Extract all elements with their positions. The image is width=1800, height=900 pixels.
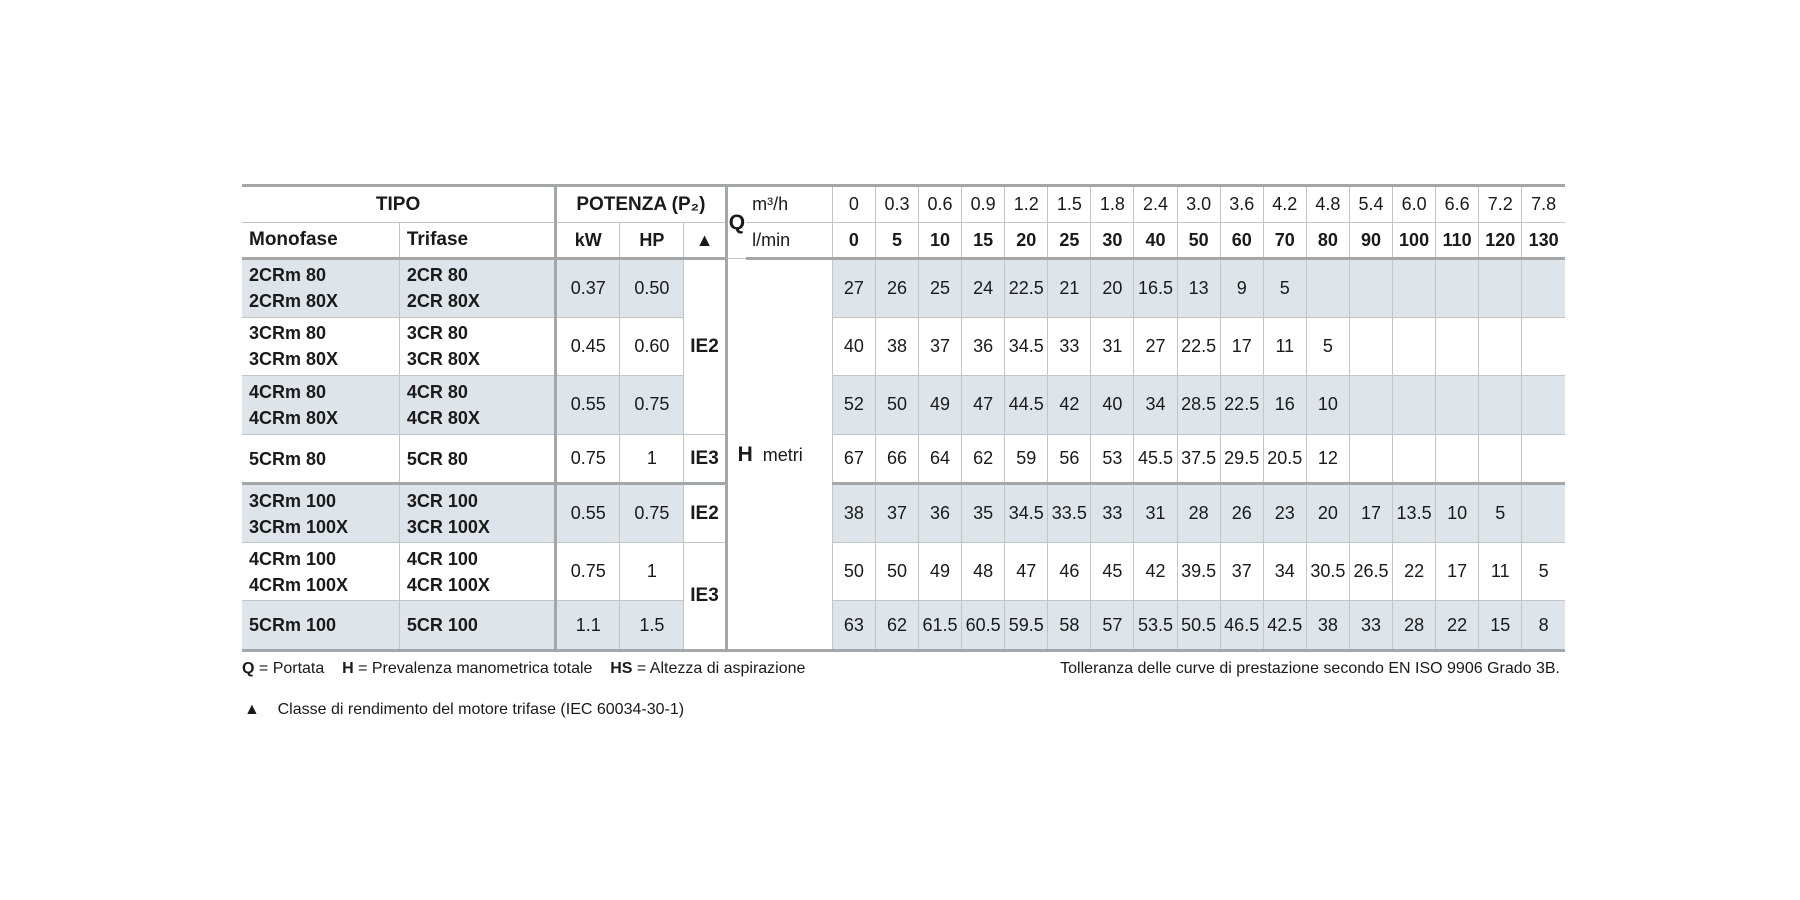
head-value: 40 xyxy=(1091,376,1134,435)
head-value: 17 xyxy=(1349,484,1392,543)
legend-h-key: H xyxy=(342,660,354,677)
head-value xyxy=(1522,434,1565,484)
head-value: 57 xyxy=(1091,601,1134,651)
flow-lmin-cell: 130 xyxy=(1522,223,1565,259)
head-value xyxy=(1522,376,1565,435)
monofase-model: 4CRm 80 4CRm 80X xyxy=(242,376,399,435)
flow-lmin-cell: 40 xyxy=(1134,223,1177,259)
head-value: 40 xyxy=(832,317,875,376)
head-value: 28 xyxy=(1177,484,1220,543)
flow-m3h-cell: 4.8 xyxy=(1306,186,1349,223)
head-value xyxy=(1349,317,1392,376)
flow-lmin-cell: 80 xyxy=(1306,223,1349,259)
head-value: 34.5 xyxy=(1005,317,1048,376)
flow-lmin-cell: 50 xyxy=(1177,223,1220,259)
head-value xyxy=(1436,434,1479,484)
head-value: 26 xyxy=(875,259,918,318)
flow-m3h-cell: 3.6 xyxy=(1220,186,1263,223)
head-value: 29.5 xyxy=(1220,434,1263,484)
flow-lmin-cell: 10 xyxy=(919,223,962,259)
potenza-header: POTENZA (P₂) xyxy=(556,186,726,223)
head-value: 15 xyxy=(1479,601,1522,651)
legend-hs-text: = Altezza di aspirazione xyxy=(632,660,806,677)
head-value xyxy=(1479,317,1522,376)
head-value xyxy=(1393,434,1436,484)
head-value: 33.5 xyxy=(1048,484,1091,543)
head-value: 50.5 xyxy=(1177,601,1220,651)
flow-lmin-cell: 20 xyxy=(1005,223,1048,259)
monofase-model: 3CRm 80 3CRm 80X xyxy=(242,317,399,376)
trifase-model: 3CR 80 3CR 80X xyxy=(399,317,555,376)
monofase-model: 5CRm 100 xyxy=(242,601,399,651)
head-value xyxy=(1479,376,1522,435)
head-value: 20 xyxy=(1306,484,1349,543)
head-value: 63 xyxy=(832,601,875,651)
flow-m3h-cell: 0.6 xyxy=(919,186,962,223)
triangle-icon: ▲ xyxy=(244,701,260,718)
head-value: 34.5 xyxy=(1005,484,1048,543)
head-value: 5 xyxy=(1263,259,1306,318)
head-value: 9 xyxy=(1220,259,1263,318)
hp-value: 1 xyxy=(620,542,684,601)
head-value: 50 xyxy=(875,376,918,435)
flow-lmin-cell: 120 xyxy=(1479,223,1522,259)
head-value: 5 xyxy=(1306,317,1349,376)
flow-m3h-cell: 6.6 xyxy=(1436,186,1479,223)
kw-value: 0.55 xyxy=(556,376,620,435)
head-value xyxy=(1349,259,1392,318)
performance-table xyxy=(242,184,1565,652)
hp-value: 0.75 xyxy=(620,376,684,435)
flow-m3h-cell: 5.4 xyxy=(1349,186,1392,223)
head-value xyxy=(1393,259,1436,318)
head-value: 5 xyxy=(1479,484,1522,543)
hp-value: 1.5 xyxy=(620,601,684,651)
table-row xyxy=(242,259,1565,318)
head-value: 11 xyxy=(1479,542,1522,601)
table-row xyxy=(242,484,1565,543)
head-value: 37 xyxy=(1220,542,1263,601)
head-value: 28 xyxy=(1393,601,1436,651)
efficiency-class: IE2 xyxy=(684,484,726,543)
header-row-1 xyxy=(242,186,1565,223)
q-unit-m3h: m³/h xyxy=(746,186,832,223)
head-value: 38 xyxy=(832,484,875,543)
head-value: 53 xyxy=(1091,434,1134,484)
flow-lmin-cell: 60 xyxy=(1220,223,1263,259)
flow-lmin-cell: 30 xyxy=(1091,223,1134,259)
legend-q-key: Q xyxy=(242,660,255,677)
head-value: 37 xyxy=(919,317,962,376)
table-row xyxy=(242,601,1565,651)
tolerance-note: Tolleranza delle curve di prestazione secondo EN ISO 9906 Grado 3B. xyxy=(1060,660,1560,677)
head-value: 28.5 xyxy=(1177,376,1220,435)
flow-m3h-cell: 0.9 xyxy=(962,186,1005,223)
head-value: 62 xyxy=(962,434,1005,484)
head-value: 22.5 xyxy=(1005,259,1048,318)
flow-m3h-cell: 7.8 xyxy=(1522,186,1565,223)
monofase-header: Monofase xyxy=(242,223,399,259)
hp-value: 0.60 xyxy=(620,317,684,376)
head-value: 42 xyxy=(1048,376,1091,435)
head-value xyxy=(1393,317,1436,376)
head-value: 10 xyxy=(1436,484,1479,543)
trifase-model: 3CR 100 3CR 100X xyxy=(399,484,555,543)
head-value: 60.5 xyxy=(962,601,1005,651)
head-value xyxy=(1306,259,1349,318)
kw-value: 0.37 xyxy=(556,259,620,318)
head-value: 13 xyxy=(1177,259,1220,318)
head-value: 47 xyxy=(962,376,1005,435)
efficiency-class: IE3 xyxy=(684,434,726,484)
head-value: 37 xyxy=(875,484,918,543)
head-value: 42 xyxy=(1134,542,1177,601)
head-value: 22 xyxy=(1436,601,1479,651)
head-value xyxy=(1479,259,1522,318)
head-value: 49 xyxy=(919,542,962,601)
trifase-model: 5CR 100 xyxy=(399,601,555,651)
head-value: 13.5 xyxy=(1393,484,1436,543)
flow-m3h-cell: 1.5 xyxy=(1048,186,1091,223)
head-value: 45 xyxy=(1091,542,1134,601)
head-value: 12 xyxy=(1306,434,1349,484)
head-value: 8 xyxy=(1522,601,1565,651)
head-value xyxy=(1436,317,1479,376)
head-value: 66 xyxy=(875,434,918,484)
head-value: 47 xyxy=(1005,542,1048,601)
efficiency-class: IE3 xyxy=(684,542,726,650)
monofase-model: 3CRm 100 3CRm 100X xyxy=(242,484,399,543)
hp-value: 0.50 xyxy=(620,259,684,318)
head-value: 22 xyxy=(1393,542,1436,601)
legend-q-text: = Portata xyxy=(254,660,325,677)
head-value: 59 xyxy=(1005,434,1048,484)
head-value: 50 xyxy=(875,542,918,601)
flow-m3h-cell: 2.4 xyxy=(1134,186,1177,223)
head-value: 49 xyxy=(919,376,962,435)
head-value: 27 xyxy=(832,259,875,318)
head-value xyxy=(1522,484,1565,543)
motor-class-text: Classe di rendimento del motore trifase (IEC 60034-30-1) xyxy=(277,701,685,718)
flow-m3h-cell: 3.0 xyxy=(1177,186,1220,223)
flow-lmin-cell: 25 xyxy=(1048,223,1091,259)
kw-value: 0.45 xyxy=(556,317,620,376)
head-value: 42.5 xyxy=(1263,601,1306,651)
flow-lmin-cell: 0 xyxy=(832,223,875,259)
monofase-model: 4CRm 100 4CRm 100X xyxy=(242,542,399,601)
head-value: 5 xyxy=(1522,542,1565,601)
flow-lmin-cell: 70 xyxy=(1263,223,1306,259)
head-value xyxy=(1522,317,1565,376)
head-value xyxy=(1436,376,1479,435)
head-value: 25 xyxy=(919,259,962,318)
legend-h-text: = Prevalenza manometrica totale xyxy=(353,660,593,677)
kw-value: 0.75 xyxy=(556,542,620,601)
head-value: 61.5 xyxy=(919,601,962,651)
head-value: 45.5 xyxy=(1134,434,1177,484)
head-value: 67 xyxy=(832,434,875,484)
head-label: H metri xyxy=(726,259,832,651)
head-value: 46.5 xyxy=(1220,601,1263,651)
head-value: 50 xyxy=(832,542,875,601)
tipo-header: TIPO xyxy=(242,186,556,223)
kw-header: kW xyxy=(556,223,620,259)
head-value: 26 xyxy=(1220,484,1263,543)
head-value: 11 xyxy=(1263,317,1306,376)
head-value: 17 xyxy=(1220,317,1263,376)
head-value: 39.5 xyxy=(1177,542,1220,601)
motor-class-note xyxy=(244,701,684,719)
head-value: 48 xyxy=(962,542,1005,601)
head-value: 64 xyxy=(919,434,962,484)
head-value: 44.5 xyxy=(1005,376,1048,435)
head-value: 34 xyxy=(1134,376,1177,435)
header-row-2 xyxy=(242,223,1565,259)
head-value xyxy=(1349,434,1392,484)
head-value: 22.5 xyxy=(1220,376,1263,435)
head-value: 38 xyxy=(1306,601,1349,651)
head-value: 31 xyxy=(1091,317,1134,376)
head-value: 59.5 xyxy=(1005,601,1048,651)
head-value: 20 xyxy=(1091,259,1134,318)
flow-m3h-cell: 1.8 xyxy=(1091,186,1134,223)
table-row xyxy=(242,542,1565,601)
head-value: 58 xyxy=(1048,601,1091,651)
head-value: 52 xyxy=(832,376,875,435)
head-value: 38 xyxy=(875,317,918,376)
head-value: 10 xyxy=(1306,376,1349,435)
flow-m3h-cell: 6.0 xyxy=(1393,186,1436,223)
trifase-model: 4CR 100 4CR 100X xyxy=(399,542,555,601)
kw-value: 0.55 xyxy=(556,484,620,543)
head-value: 36 xyxy=(962,317,1005,376)
head-value: 27 xyxy=(1134,317,1177,376)
head-value xyxy=(1436,259,1479,318)
head-value: 53.5 xyxy=(1134,601,1177,651)
head-value: 33 xyxy=(1091,484,1134,543)
head-value: 26.5 xyxy=(1349,542,1392,601)
head-value: 22.5 xyxy=(1177,317,1220,376)
flow-lmin-cell: 90 xyxy=(1349,223,1392,259)
head-value: 56 xyxy=(1048,434,1091,484)
head-value: 36 xyxy=(919,484,962,543)
head-value: 62 xyxy=(875,601,918,651)
head-value: 23 xyxy=(1263,484,1306,543)
kw-value: 1.1 xyxy=(556,601,620,651)
flow-lmin-cell: 5 xyxy=(875,223,918,259)
hp-value: 0.75 xyxy=(620,484,684,543)
head-value: 24 xyxy=(962,259,1005,318)
head-value: 33 xyxy=(1048,317,1091,376)
flow-m3h-cell: 1.2 xyxy=(1005,186,1048,223)
head-value xyxy=(1522,259,1565,318)
q-unit-lmin: l/min xyxy=(746,223,832,259)
head-value: 16 xyxy=(1263,376,1306,435)
head-value: 35 xyxy=(962,484,1005,543)
head-value: 30.5 xyxy=(1306,542,1349,601)
flow-m3h-cell: 4.2 xyxy=(1263,186,1306,223)
flow-m3h-cell: 7.2 xyxy=(1479,186,1522,223)
head-value: 17 xyxy=(1436,542,1479,601)
hp-header: HP xyxy=(620,223,684,259)
head-value xyxy=(1349,376,1392,435)
q-label: Q xyxy=(726,186,746,259)
head-value xyxy=(1479,434,1522,484)
table-row xyxy=(242,317,1565,376)
efficiency-class: IE2 xyxy=(684,259,726,435)
hp-value: 1 xyxy=(620,434,684,484)
trifase-model: 4CR 80 4CR 80X xyxy=(399,376,555,435)
head-value: 34 xyxy=(1263,542,1306,601)
flow-m3h-cell: 0.3 xyxy=(875,186,918,223)
table-row xyxy=(242,434,1565,484)
flow-lmin-cell: 15 xyxy=(962,223,1005,259)
legend-hs-key: HS xyxy=(610,660,633,677)
kw-value: 0.75 xyxy=(556,434,620,484)
head-value: 37.5 xyxy=(1177,434,1220,484)
head-value xyxy=(1393,376,1436,435)
legend-line xyxy=(242,660,805,678)
monofase-model: 2CRm 80 2CRm 80X xyxy=(242,259,399,318)
head-value: 16.5 xyxy=(1134,259,1177,318)
head-value: 46 xyxy=(1048,542,1091,601)
flow-lmin-cell: 100 xyxy=(1393,223,1436,259)
efficiency-triangle-icon: ▲ xyxy=(684,223,726,259)
head-value: 21 xyxy=(1048,259,1091,318)
head-value: 31 xyxy=(1134,484,1177,543)
monofase-model: 5CRm 80 xyxy=(242,434,399,484)
head-value: 20.5 xyxy=(1263,434,1306,484)
trifase-model: 5CR 80 xyxy=(399,434,555,484)
flow-m3h-cell: 0 xyxy=(832,186,875,223)
trifase-header: Trifase xyxy=(399,223,555,259)
table-row xyxy=(242,376,1565,435)
trifase-model: 2CR 80 2CR 80X xyxy=(399,259,555,318)
flow-lmin-cell: 110 xyxy=(1436,223,1479,259)
head-value: 33 xyxy=(1349,601,1392,651)
